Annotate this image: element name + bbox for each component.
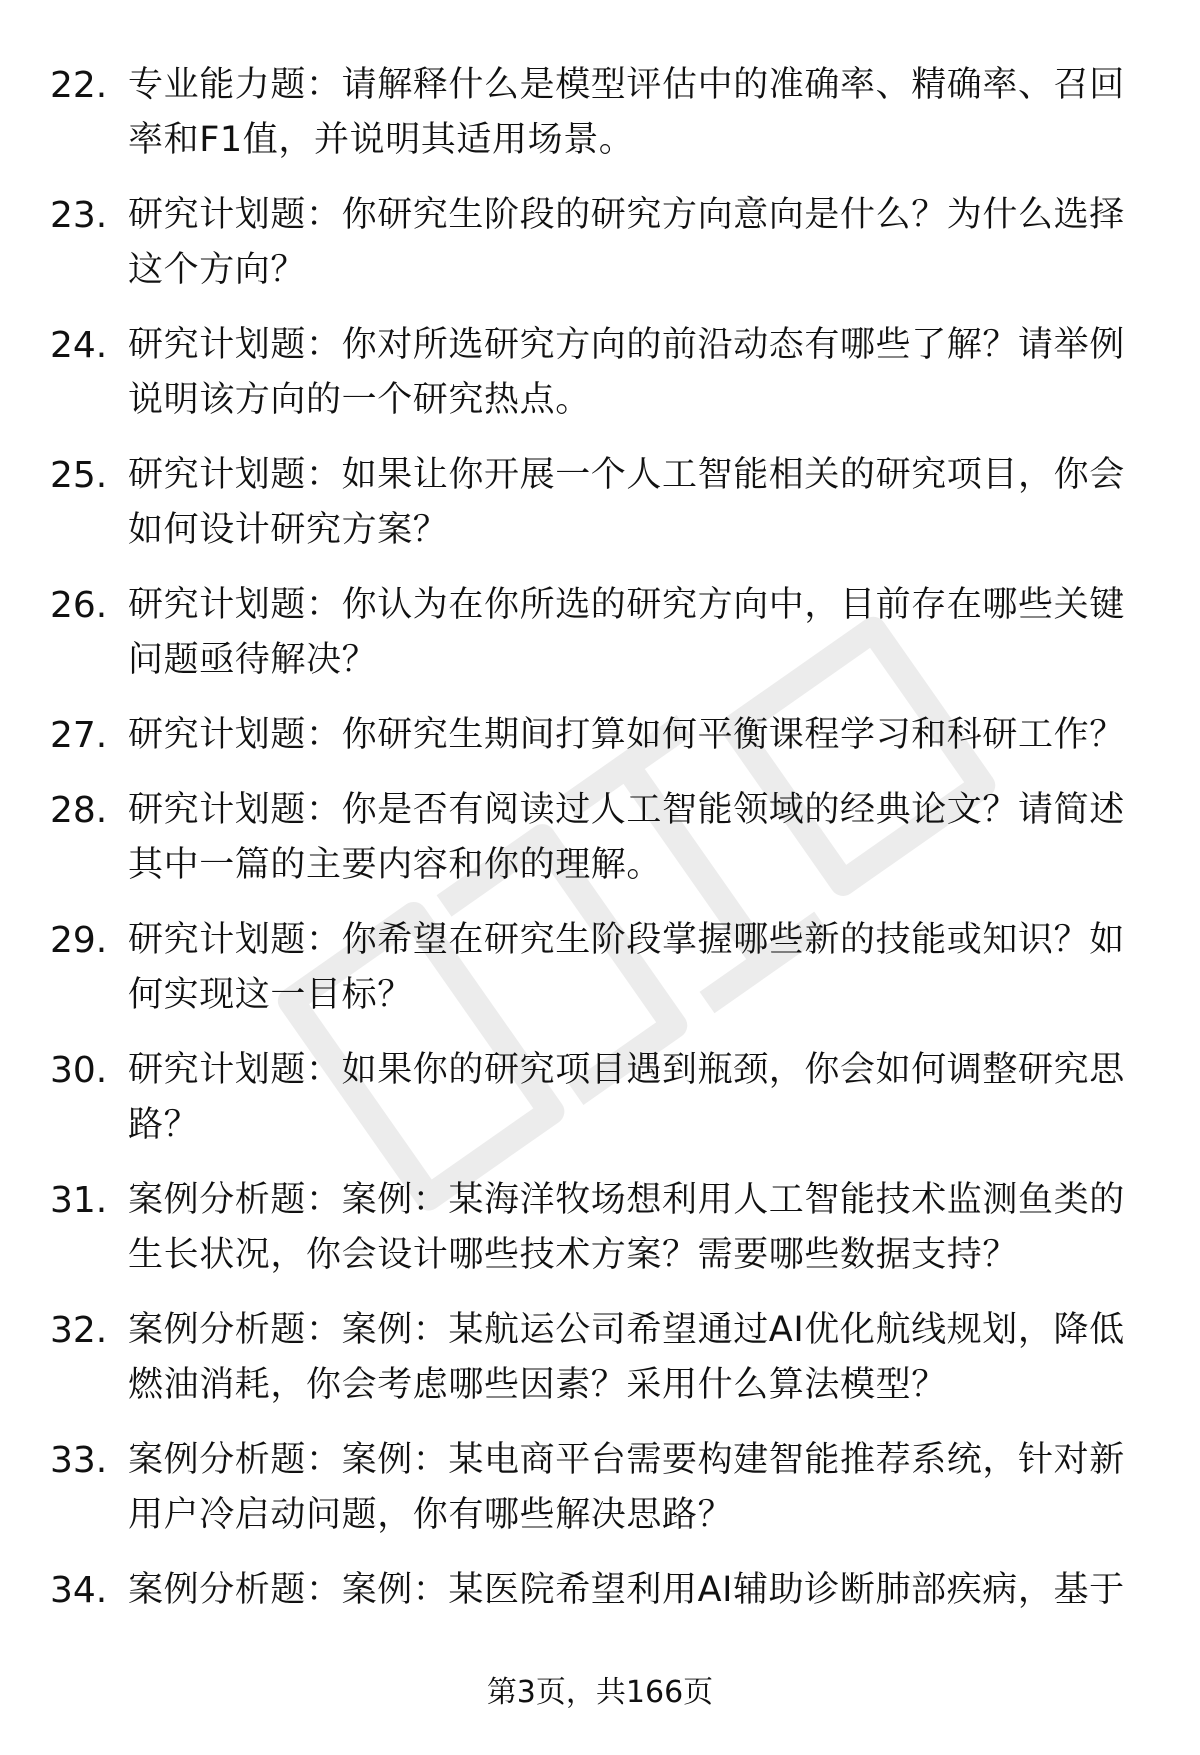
question-text: 专业能力题：请解释什么是模型评估中的准确率、精确率、召回率和F1值，并说明其适用场景。	[128, 65, 1125, 160]
question-number: 34.	[50, 1570, 108, 1611]
question-text: 研究计划题：如果让你开展一个人工智能相关的研究项目，你会如何设计研究方案？	[128, 455, 1125, 550]
question-text: 研究计划题：你是否有阅读过人工智能领域的经典论文？请简述其中一篇的主要内容和你的理解。	[128, 790, 1125, 885]
question-number: 30.	[50, 1050, 108, 1091]
question-number: 26.	[50, 585, 108, 626]
question-text: 研究计划题：如果你的研究项目遇到瓶颈，你会如何调整研究思路？	[128, 1050, 1125, 1145]
question-item	[0, 318, 1200, 448]
question-text: 案例分析题：案例：某电商平台需要构建智能推荐系统，针对新用户冷启动问题，你有哪些解决思路？	[128, 1440, 1125, 1535]
question-number: 25.	[50, 455, 108, 496]
question-item	[0, 1043, 1200, 1173]
question-item	[0, 1303, 1200, 1433]
question-text: 研究计划题：你认为在你所选的研究方向中，目前存在哪些关键问题亟待解决？	[128, 585, 1125, 680]
question-text: 研究计划题：你对所选研究方向的前沿动态有哪些了解？请举例说明该方向的一个研究热点。	[128, 325, 1125, 420]
question-item	[0, 448, 1200, 578]
question-item	[0, 578, 1200, 708]
question-item	[0, 1173, 1200, 1303]
question-item	[0, 783, 1200, 913]
question-list	[0, 58, 1200, 1623]
question-number: 29.	[50, 920, 108, 961]
question-item	[0, 913, 1200, 1043]
question-text: 案例分析题：案例：某航运公司希望通过AI优化航线规划，降低燃油消耗，你会考虑哪些因素？采用什么算法模型？	[128, 1310, 1125, 1405]
question-text: 研究计划题：你研究生阶段的研究方向意向是什么？为什么选择这个方向？	[128, 195, 1125, 290]
question-item	[0, 1563, 1200, 1623]
question-item	[0, 708, 1200, 783]
question-number: 24.	[50, 325, 108, 366]
question-number: 28.	[50, 790, 108, 831]
question-number: 31.	[50, 1180, 108, 1221]
question-item	[0, 58, 1200, 188]
question-item	[0, 1433, 1200, 1563]
page-number-footer: 第3页，共166页	[486, 1675, 714, 1710]
question-number: 22.	[50, 65, 108, 106]
question-text: 研究计划题：你研究生期间打算如何平衡课程学习和科研工作？	[128, 715, 1125, 755]
question-item	[0, 188, 1200, 318]
question-number: 32.	[50, 1310, 108, 1351]
question-text: 研究计划题：你希望在研究生阶段掌握哪些新的技能或知识？如何实现这一目标？	[128, 920, 1125, 1015]
question-number: 33.	[50, 1440, 108, 1481]
question-number: 27.	[50, 715, 108, 756]
question-number: 23.	[50, 195, 108, 236]
question-text: 案例分析题：案例：某海洋牧场想利用人工智能技术监测鱼类的生长状况，你会设计哪些技术方案？需要哪些数据支持？	[128, 1180, 1125, 1275]
question-text: 案例分析题：案例：某医院希望利用AI辅助诊断肺部疾病，基于	[128, 1570, 1125, 1610]
